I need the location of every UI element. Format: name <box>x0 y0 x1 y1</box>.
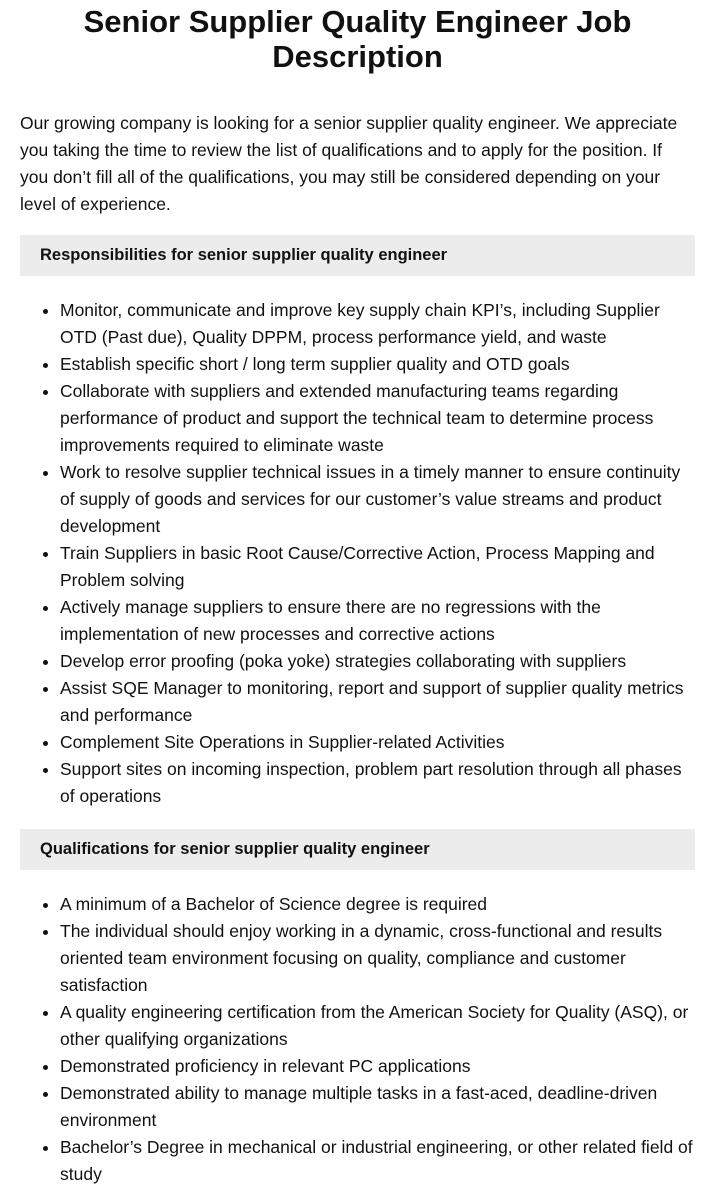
qualifications-heading: Qualifications for senior supplier quality engineer <box>20 829 695 870</box>
list-item: • Demonstrated ability to manage multiple tasks in a fast-aced, deadline-driven environment <box>60 1080 695 1134</box>
list-item: • Demonstrated proficiency in relevant PC applications <box>60 1053 695 1080</box>
list-item: • A minimum of a Bachelor of Science degree is required <box>60 891 695 918</box>
responsibilities-list <box>20 297 695 810</box>
list-item: • Collaborate with suppliers and extended manufacturing teams regarding performance of product and support the technical team to determine process improvements required to eliminate waste <box>60 378 695 459</box>
list-item: • The individual should enjoy working in a dynamic, cross-functional and results oriented team environment focusing on quality, compliance and customer satisfaction <box>60 918 695 999</box>
list-item: • Establish specific short / long term supplier quality and OTD goals <box>60 351 695 378</box>
list-item: • Complement Site Operations in Supplier-related Activities <box>60 729 695 756</box>
list-item: • Develop error proofing (poka yoke) strategies collaborating with suppliers <box>60 648 695 675</box>
intro-paragraph: Our growing company is looking for a senior supplier quality engineer. We appreciate you taking the time to review the list of qualifications and to apply for the position. If you don’t fill all of the qualifications, you may still be considered depending on your level of experience. <box>20 113 678 214</box>
job-description <box>0 4 720 1188</box>
list-item: • Monitor, communicate and improve key supply chain KPI’s, including Supplier OTD (Past due), Quality DPPM, process performance yield, and waste <box>60 297 695 351</box>
responsibilities-heading: Responsibilities for senior supplier quality engineer <box>20 235 695 276</box>
list-item: • Work to resolve supplier technical issues in a timely manner to ensure continuity of supply of goods and services for our customer’s value streams and product development <box>60 459 695 540</box>
list-item: • Assist SQE Manager to monitoring, report and support of supplier quality metrics and performance <box>60 675 695 729</box>
list-item: • A quality engineering certification from the American Society for Quality (ASQ), or other qualifying organizations <box>60 999 695 1053</box>
list-item: • Bachelor’s Degree in mechanical or industrial engineering, or other related field of study <box>60 1134 695 1188</box>
page-title: Senior Supplier Quality Engineer Job Description <box>83 4 632 74</box>
list-item: • Actively manage suppliers to ensure there are no regressions with the implementation of new processes and corrective actions <box>60 594 695 648</box>
qualifications-list <box>20 891 695 1188</box>
list-item: • Support sites on incoming inspection, problem part resolution through all phases of operations <box>60 756 695 810</box>
list-item: • Train Suppliers in basic Root Cause/Corrective Action, Process Mapping and Problem solving <box>60 540 695 594</box>
